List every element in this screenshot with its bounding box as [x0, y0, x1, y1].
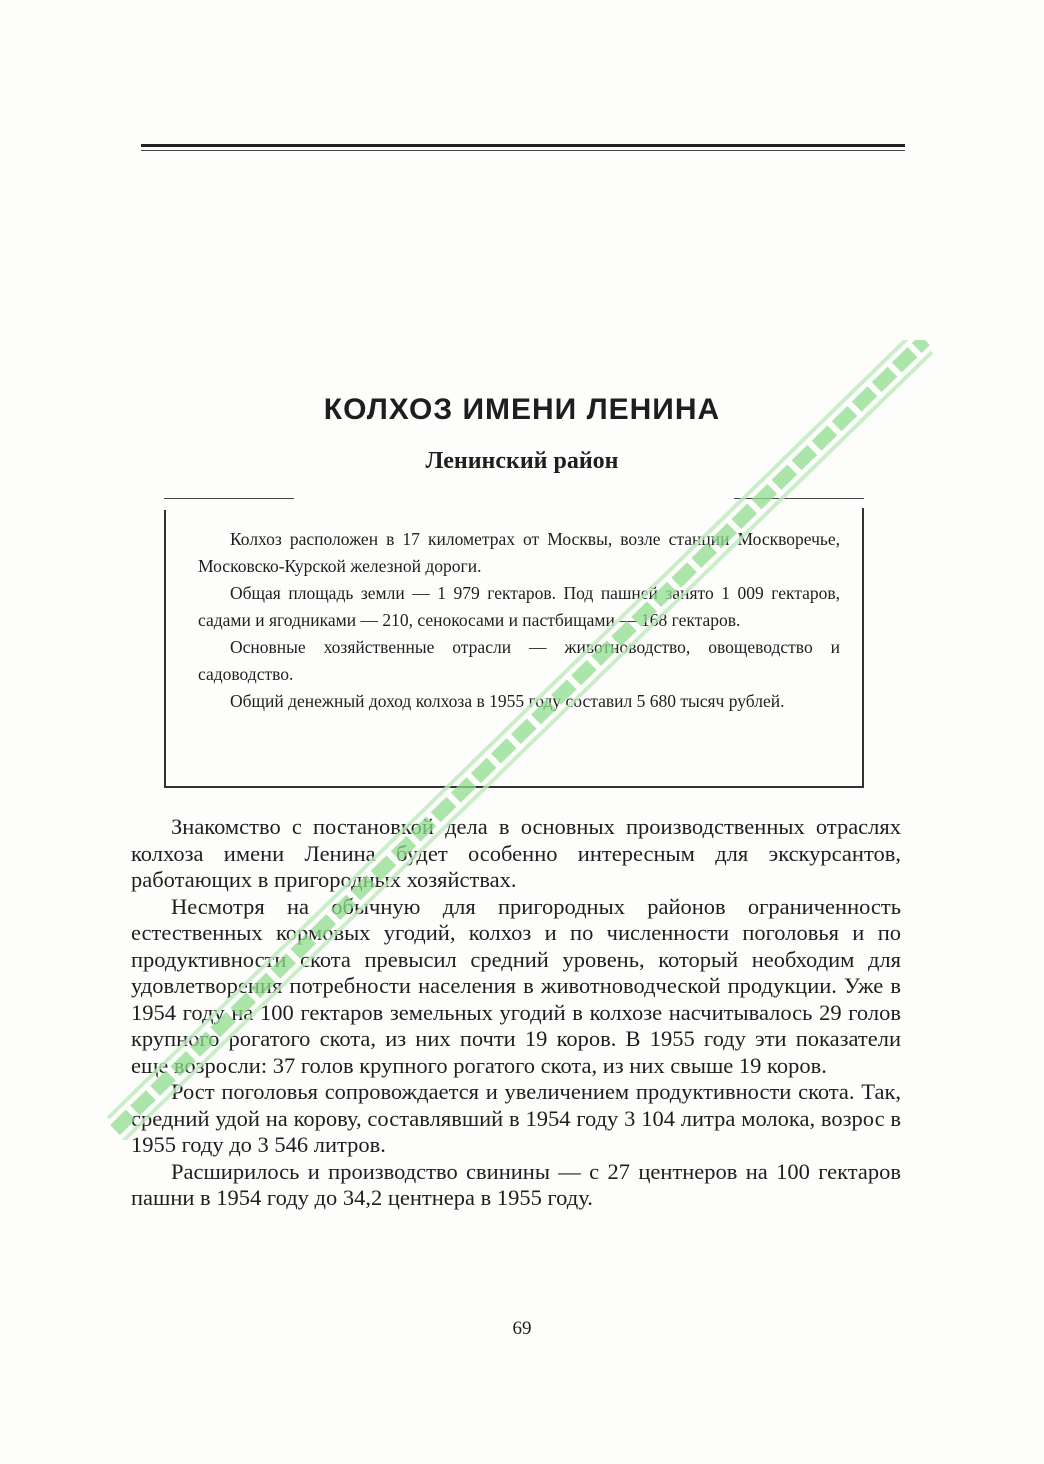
- body-paragraph: Знакомство с постановкой дела в основных производственных отраслях колхоза имени Ленина будет особенно интересным для экскурсантов, работающих в пригородных хозяйствах.: [131, 814, 901, 892]
- info-box-text: [198, 526, 840, 715]
- info-paragraph: Колхоз расположен в 17 километрах от Москвы, возле станции Москворечье, Московско-Курской железной дороги.: [198, 529, 840, 576]
- chapter-title: КОЛХОЗ ИМЕНИ ЛЕНИНА: [323, 393, 721, 426]
- info-paragraph: Общий денежный доход колхоза в 1955 году составил 5 680 тысяч рублей.: [230, 691, 785, 711]
- header-rule: [141, 144, 905, 151]
- body-paragraph: Рост поголовья сопровождается и увеличением продуктивности скота. Так, средний удой на корову, составлявший в 1954 году 3 104 литра молока, возрос в 1955 году до 3 546 литров.: [131, 1079, 901, 1157]
- body-paragraph: Расширилось и производство свинины — с 27 центнеров на 100 гектаров пашни в 1954 году до 34,2 центнера в 1955 году.: [131, 1158, 901, 1210]
- info-paragraph: Общая площадь земли — 1 979 гектаров. Под пашней занято 1 009 гектаров, садами и ягодниками — 210, сенокосами и пастбищами — 168 гектаров.: [198, 583, 840, 630]
- page-number: 69: [512, 1318, 532, 1339]
- info-box: [164, 498, 864, 788]
- body-text: [131, 814, 901, 1212]
- chapter-subtitle: Ленинский район: [425, 448, 619, 474]
- info-paragraph: Основные хозяйственные отрасли — животноводство, овощеводство и садоводство.: [198, 637, 840, 684]
- body-paragraph: Несмотря на обычную для пригородных районов ограниченность естественных кормовых угодий, колхоз и по численности поголовья и по продуктивности скота превысил средний уровень, который необходим для удовлетворения потребности населения в животноводческой продукции. Уже в 1954 году на 100 гектаров земельных угодий в колхозе насчитывалось 29 голов крупного рогатого скота, из них почти 19 коров. В 1955 году эти показатели еще возросли: 37 голов крупного рогатого скота, из них свыше 19 коров.: [131, 893, 901, 1078]
